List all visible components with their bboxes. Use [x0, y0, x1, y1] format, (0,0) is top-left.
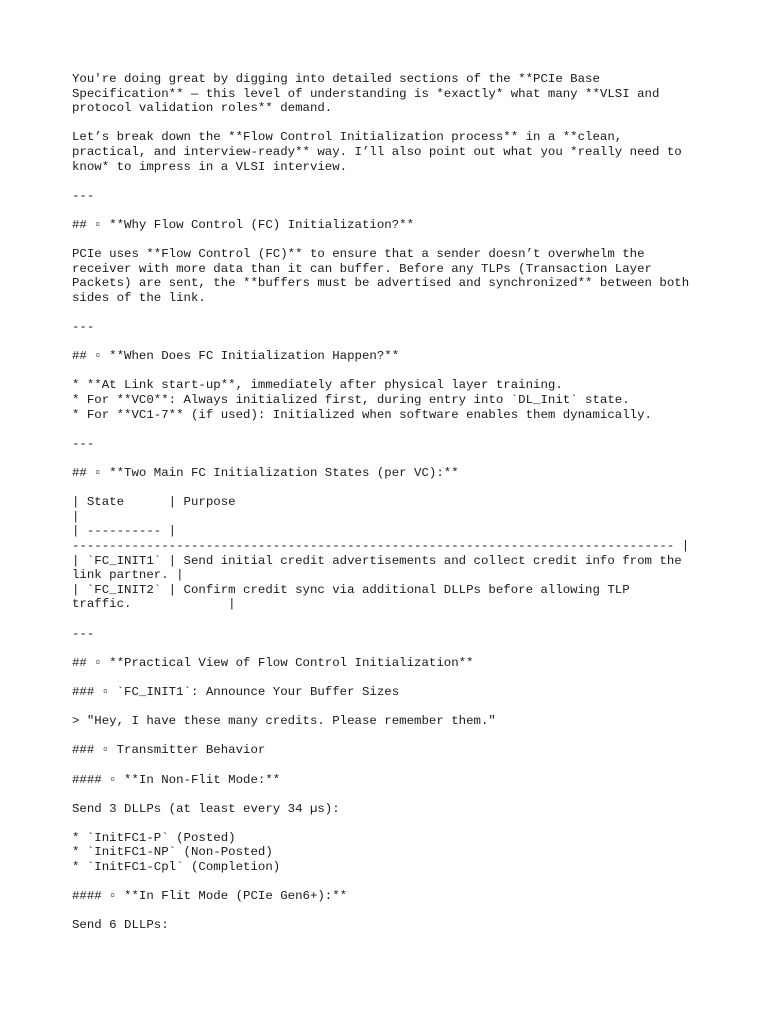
text-block	[72, 189, 702, 204]
text-line: ---	[72, 320, 95, 335]
text-line: | State | Purpose	[72, 495, 236, 510]
text-block	[72, 773, 702, 788]
text-line: #### ▫ **In Flit Mode (PCIe Gen6+):**	[72, 889, 348, 904]
paragraph-gap	[72, 335, 702, 350]
text-block	[72, 72, 702, 116]
paragraph-gap	[72, 174, 702, 189]
text-line: You're doing great by digging into detailed sections of the **PCIe Base	[72, 72, 600, 86]
text-line: ---	[72, 188, 95, 203]
text-line: > "Hey, I have these many credits. Please remember them."	[72, 714, 496, 729]
text-line: Send 3 DLLPs (at least every 34 µs):	[72, 801, 340, 816]
text-block	[72, 889, 702, 904]
paragraph-gap	[72, 787, 702, 802]
text-line: protocol validation roles** demand.	[72, 101, 333, 116]
paragraph-gap	[72, 364, 702, 379]
text-line: #### ▫ **In Non-Flit Mode:**	[72, 772, 281, 787]
text-line: ## ▫ **When Does FC Initialization Happen?**	[72, 349, 400, 364]
text-line: |	[72, 509, 80, 524]
text-block	[72, 656, 702, 671]
text-block	[72, 378, 702, 422]
text-line: * `InitFC1-NP` (Non-Posted)	[72, 845, 273, 860]
text-line: sides of the link.	[72, 290, 206, 305]
paragraph-gap	[72, 612, 702, 627]
text-block	[72, 918, 702, 933]
text-block	[72, 218, 702, 233]
document-page	[72, 72, 702, 933]
text-line: Send 6 DLLPs:	[72, 918, 169, 933]
text-line: * `InitFC1-P` (Posted)	[72, 830, 236, 845]
paragraph-gap	[72, 904, 702, 919]
text-line: Packets) are sent, the **buffers must be advertised and synchronized** between both	[72, 276, 690, 291]
text-line: Let’s break down the **Flow Control Initialization process** in a **clean,	[72, 130, 623, 145]
paragraph-gap	[72, 700, 702, 715]
text-line: * **At Link start-up**, immediately after physical layer training.	[72, 378, 563, 393]
paragraph-gap	[72, 816, 702, 831]
text-line: traffic. |	[72, 597, 236, 612]
text-block	[72, 627, 702, 642]
text-line: ---	[72, 626, 95, 641]
paragraph-gap	[72, 422, 702, 437]
paragraph-gap	[72, 758, 702, 773]
text-line: ### ▫ Transmitter Behavior	[72, 743, 266, 758]
text-line: ## ▫ **Why Flow Control (FC) Initialization?**	[72, 217, 415, 232]
paragraph-gap	[72, 641, 702, 656]
paragraph-gap	[72, 306, 702, 321]
text-block	[72, 685, 702, 700]
text-line: --------------------------------------------------------------------------------- |	[72, 539, 690, 553]
paragraph-gap	[72, 481, 702, 496]
text-line: | ---------- |	[72, 524, 177, 539]
text-line: | `FC_INIT1` | Send initial credit advertisements and collect credit info from the	[72, 553, 682, 568]
text-block	[72, 495, 702, 612]
text-block	[72, 349, 702, 364]
text-line: receiver with more data than it can buffer. Before any TLPs (Transaction Layer	[72, 261, 652, 276]
text-line: * `InitFC1-Cpl` (Completion)	[72, 860, 281, 875]
text-line: PCIe uses **Flow Control (FC)** to ensure that a sender doesn’t overwhelm the	[72, 247, 645, 262]
text-block	[72, 130, 702, 174]
paragraph-gap	[72, 116, 702, 131]
paragraph-gap	[72, 451, 702, 466]
text-line: link partner. |	[72, 568, 184, 583]
paragraph-gap	[72, 875, 702, 890]
text-line: know* to impress in a VLSI interview.	[72, 159, 348, 174]
text-block	[72, 247, 702, 305]
text-line: * For **VC1-7** (if used): Initialized when software enables them dynamically.	[72, 407, 652, 422]
text-block	[72, 466, 702, 481]
text-line: ---	[72, 436, 95, 451]
text-line: ### ▫ `FC_INIT1`: Announce Your Buffer Sizes	[72, 684, 400, 699]
text-block	[72, 714, 702, 729]
text-block	[72, 802, 702, 817]
text-block	[72, 831, 702, 875]
text-block	[72, 320, 702, 335]
text-block	[72, 437, 702, 452]
text-block	[72, 743, 702, 758]
paragraph-gap	[72, 670, 702, 685]
text-line: ## ▫ **Practical View of Flow Control Initialization**	[72, 655, 474, 670]
text-line: | `FC_INIT2` | Confirm credit sync via additional DLLPs before allowing TLP	[72, 582, 630, 597]
text-line: * For **VC0**: Always initialized first, during entry into `DL_Init` state.	[72, 393, 630, 408]
paragraph-gap	[72, 233, 702, 248]
paragraph-gap	[72, 203, 702, 218]
text-line: Specification** — this level of understanding is *exactly* what many **VLSI and	[72, 86, 660, 101]
text-line: practical, and interview-ready** way. I’ll also point out what you *really need to	[72, 144, 682, 159]
paragraph-gap	[72, 729, 702, 744]
text-line: ## ▫ **Two Main FC Initialization States (per VC):**	[72, 466, 459, 481]
